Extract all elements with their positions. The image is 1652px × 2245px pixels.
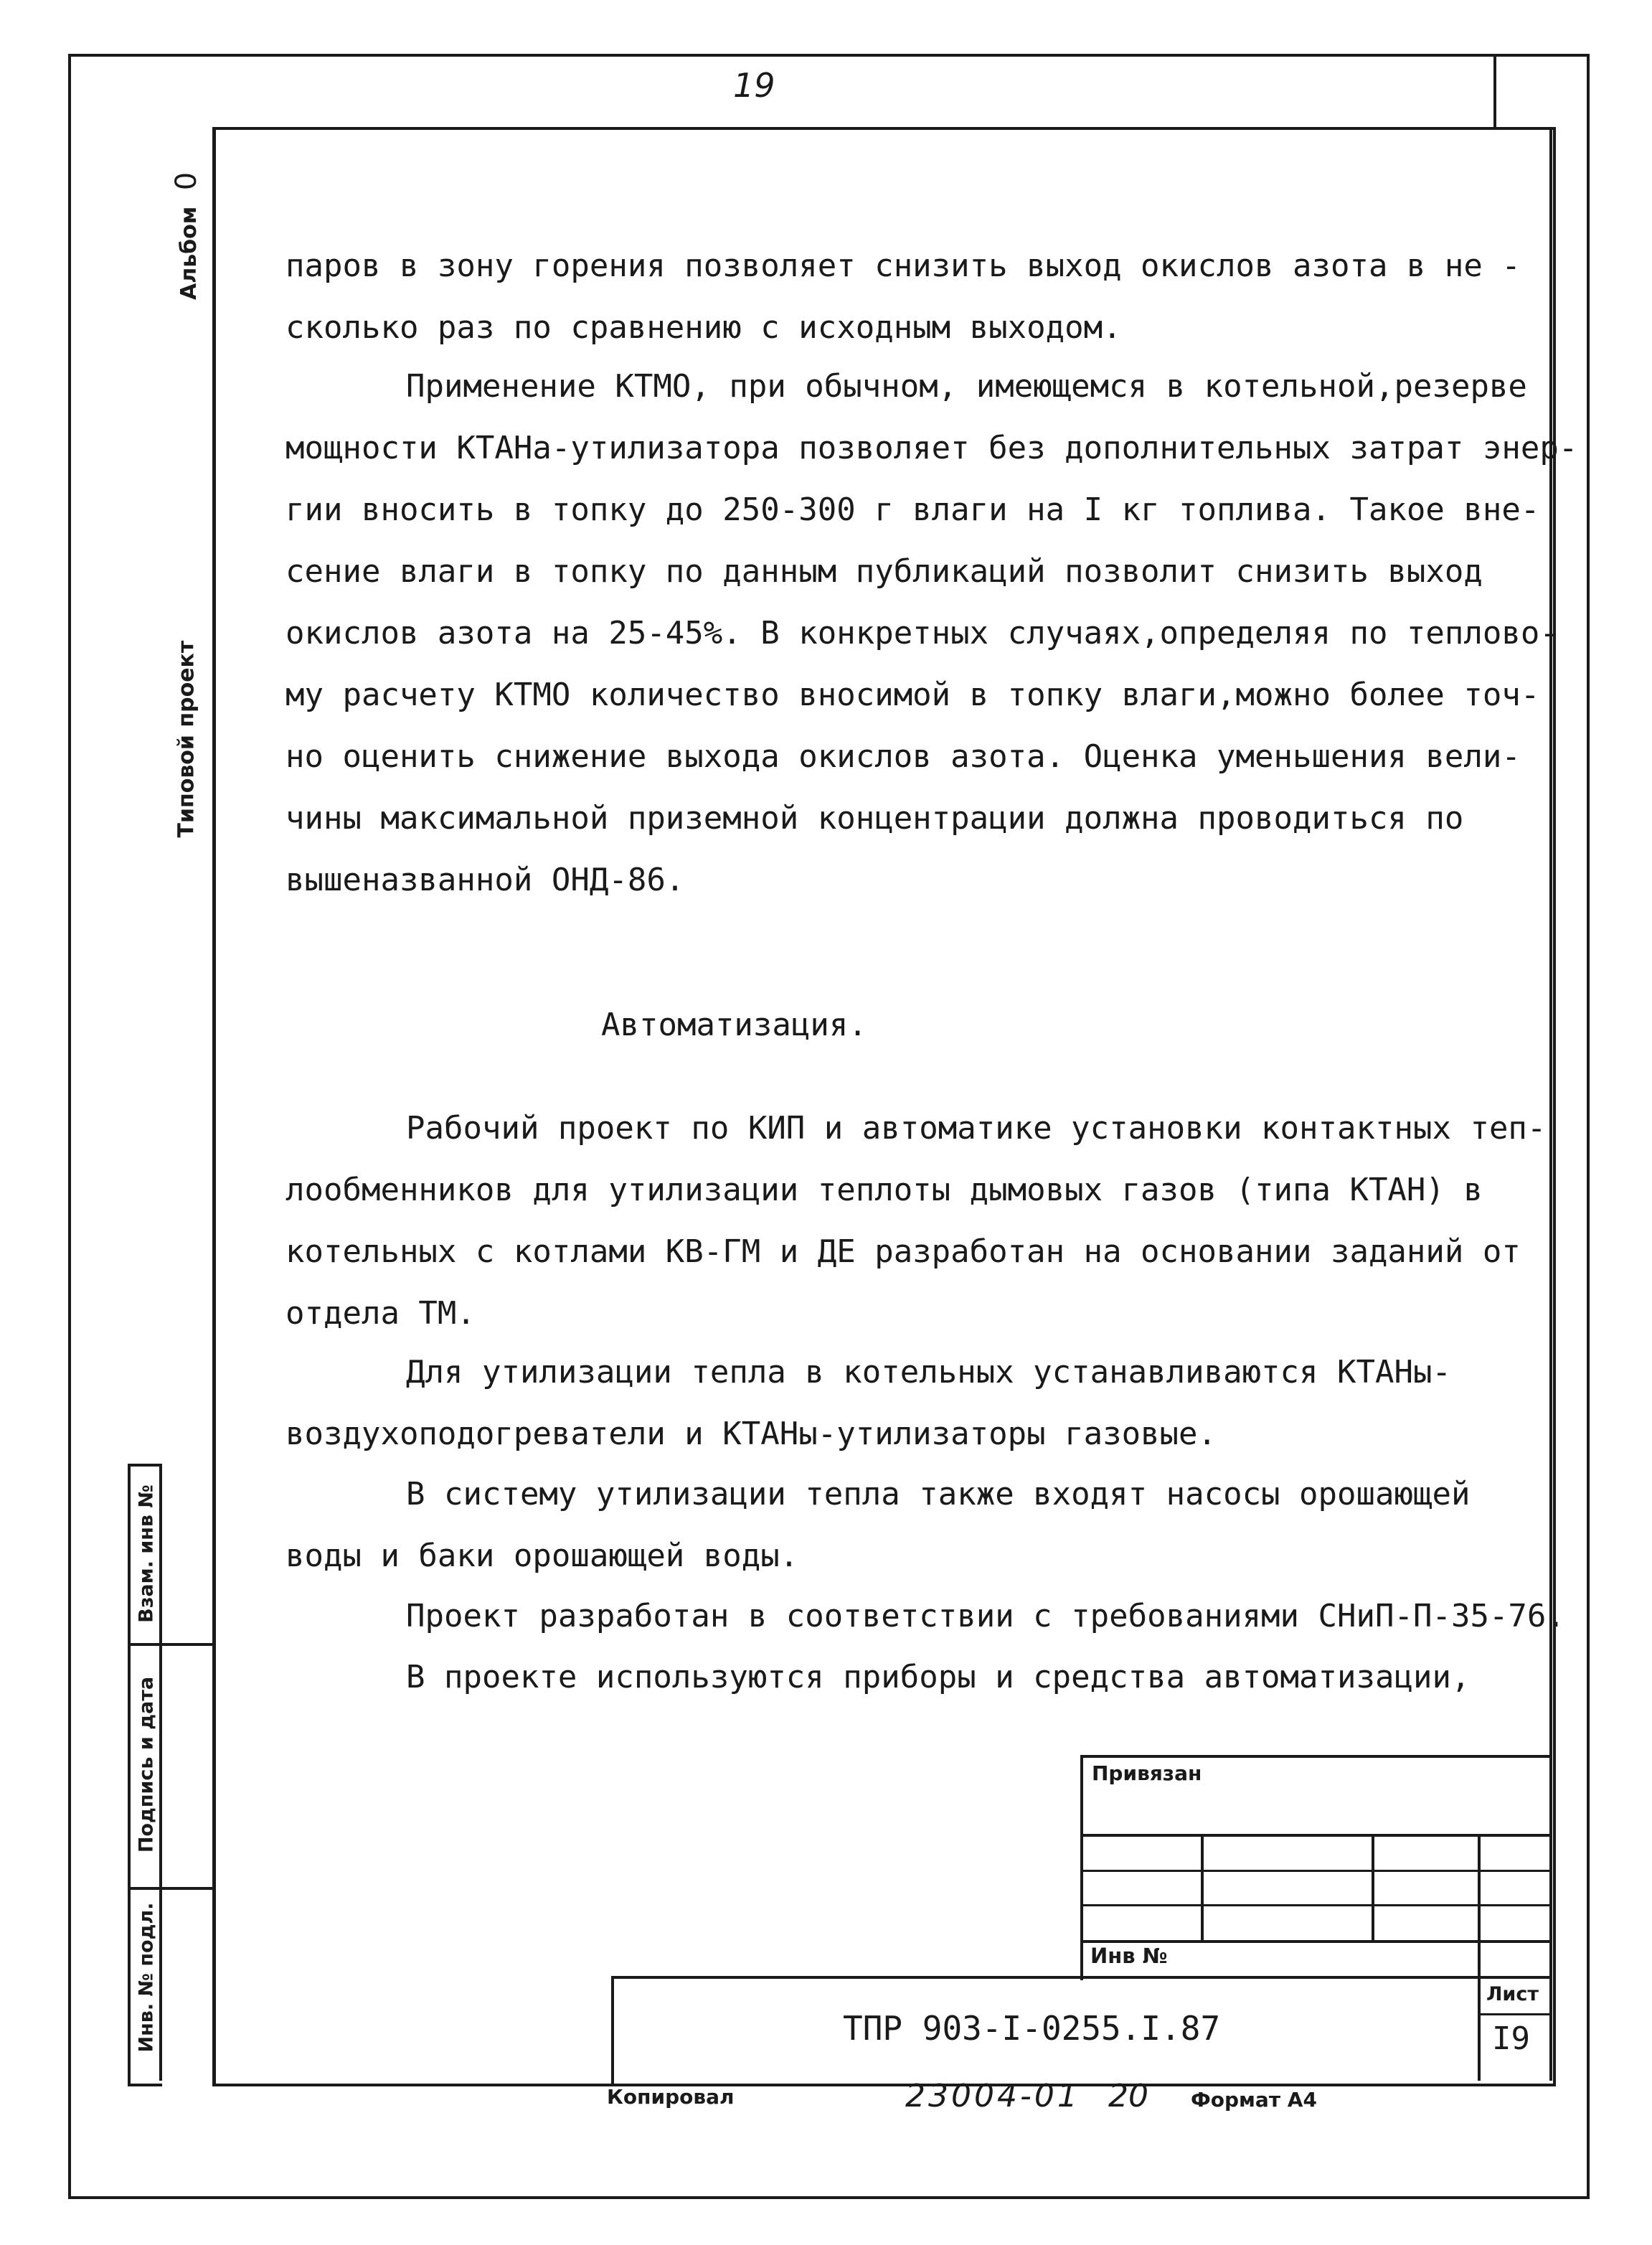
bound-col-2 — [1372, 1835, 1374, 1943]
text-line: гии вносить в топку до 250-300 г влаги на I кг топлива. Такое вне- — [285, 491, 1540, 528]
stamp-inv-orig: Инв. № подл. — [135, 1902, 158, 2053]
text-line: В систему утилизации тепла также входят насосы орошающей — [406, 1476, 1471, 1512]
document-code: ТПР 903-I-0255.I.87 — [843, 2009, 1221, 2048]
text-line: воды и баки орошающей воды. — [285, 1538, 799, 1574]
handwritten-number: 20 — [1108, 2078, 1148, 2114]
bound-col-3 — [1478, 1835, 1481, 1977]
text-line: Рабочий проект по КИП и автоматике установки контактных теп- — [406, 1110, 1547, 1147]
paragraph-1 — [285, 235, 1562, 359]
stamp-divider-2 — [128, 1887, 214, 1890]
album-label — [170, 171, 203, 300]
stamp-signature-date: Подпись и дата — [135, 1676, 158, 1853]
paragraph-4 — [285, 1342, 1562, 1465]
text-line: чины максимальной приземной концентрации должна проводиться по — [285, 800, 1464, 837]
text-line: котельных с котлами КВ-ГМ и ДЕ разработан на основании заданий от — [285, 1233, 1521, 1270]
text-line: лообменников для утилизации теплоты дымовых газов (типа КТАН) в — [285, 1172, 1483, 1208]
text-line: окислов азота на 25-45%. В конкретных случаях,определяя по теплово- — [285, 615, 1559, 651]
sheet-label: Лист — [1486, 1983, 1539, 2005]
sheet-col-divider — [1478, 1976, 1481, 2081]
text-line: паров в зону горения позволяет снизить выход окислов азота в не - — [285, 248, 1521, 284]
album-number: 0 — [170, 171, 203, 191]
text-line: Применение КТМО, при обычном, имеющемся в котельной,резерве — [406, 368, 1527, 405]
text-line: сколько раз по сравнению с исходным выходом. — [285, 309, 1122, 346]
page-number: 19 — [733, 66, 775, 105]
sheet-row-divider — [1478, 2013, 1549, 2015]
paragraph-2 — [285, 356, 1578, 911]
text-line: воздухоподогреватели и КТАНы-утилизаторы газовые. — [285, 1416, 1217, 1452]
text-line: Для утилизации тепла в котельных устанавливаются КТАНы- — [406, 1354, 1451, 1390]
section-heading: Автоматизация. — [601, 1007, 867, 1043]
text-line: мощности КТАНа-утилизатора позволяет без дополнительных затрат энер- — [285, 430, 1578, 466]
text-line: сение влаги в топку по данным публикаций позволит снизить выход — [285, 553, 1483, 590]
format-label: Формат А4 — [1191, 2088, 1317, 2112]
text-line: но оценить снижение выхода окислов азота. Оценка уменьшения вели- — [285, 738, 1521, 775]
stamp-strip-inner — [159, 1464, 162, 2081]
paragraph-5 — [285, 1464, 1562, 1587]
stamp-replace-inv: Взам. инв № — [135, 1484, 158, 1623]
top-strip-divider — [1493, 55, 1496, 130]
stamp-divider-1 — [128, 1643, 214, 1646]
text-line: вышеназванной ОНД-86. — [285, 862, 685, 898]
sheet-number: I9 — [1492, 2020, 1530, 2057]
paragraph-6 — [285, 1586, 1565, 1647]
bound-label: Привязан — [1092, 1761, 1202, 1785]
text-line: Проект разработан в соответствии с требованиями СНиП-П-35-76. — [406, 1598, 1565, 1634]
text-line: му расчету КТМО количество вносимой в топку влаги,можно более точ- — [285, 677, 1540, 713]
paragraph-3 — [285, 1098, 1562, 1345]
project-type-label: Типовой проект — [174, 640, 199, 838]
handwritten-code: 23004-01 — [905, 2078, 1080, 2114]
album-text: Альбом — [176, 206, 202, 300]
copied-label: Копировал — [607, 2085, 735, 2109]
text-line: В проекте используются приборы и средства автоматизации, — [406, 1659, 1471, 1695]
paragraph-7 — [285, 1647, 1562, 1708]
bound-col-1 — [1201, 1835, 1204, 1943]
inv-label: Инв № — [1090, 1944, 1168, 1968]
text-line: отдела ТМ. — [285, 1295, 476, 1332]
